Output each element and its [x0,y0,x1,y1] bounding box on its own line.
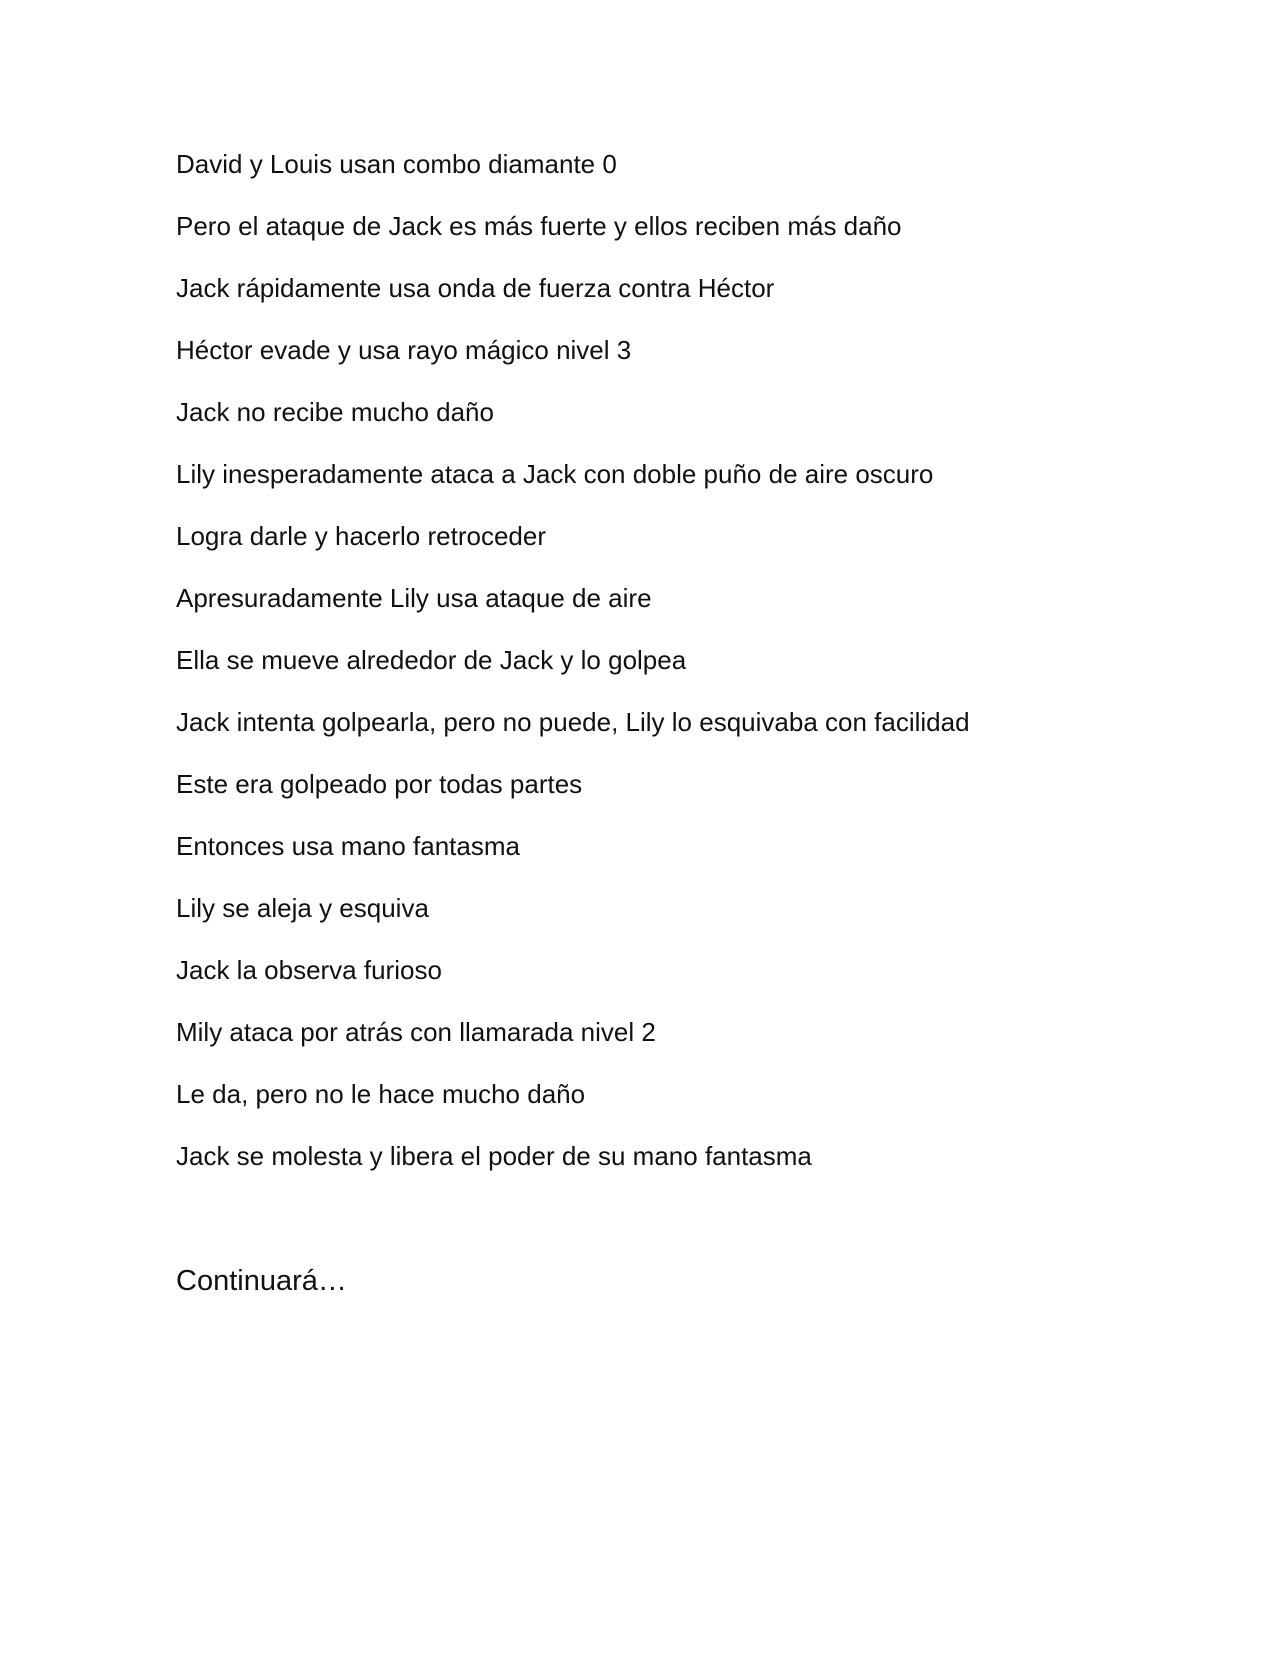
text-line: Héctor evade y usa rayo mágico nivel 3 [176,335,632,365]
text-line: Jack intenta golpearla, pero no puede, Lily lo esquivaba con facilidad [176,707,970,737]
text-line: Mily ataca por atrás con llamarada nivel 2 [176,1017,656,1047]
text-line: Este era golpeado por todas partes [176,769,583,799]
text-line: David y Louis usan combo diamante 0 [176,149,617,179]
text-line: Jack no recibe mucho daño [176,397,494,427]
text-line: Jack rápidamente usa onda de fuerza contra Héctor [176,273,775,303]
text-line: Ella se mueve alrededor de Jack y lo golpea [176,645,687,675]
text-line: Le da, pero no le hace mucho daño [176,1079,586,1109]
text-line: Jack la observa furioso [176,955,442,985]
text-line: Pero el ataque de Jack es más fuerte y ellos reciben más daño [176,211,902,241]
text-line: Logra darle y hacerlo retroceder [176,521,546,551]
text-line: Jack se molesta y libera el poder de su mano fantasma [176,1141,812,1171]
text-line: Entonces usa mano fantasma [176,831,520,861]
text-line: Lily inesperadamente ataca a Jack con doble puño de aire oscuro [176,459,934,489]
paragraph-gap [176,1201,1176,1263]
document-body [176,147,1176,1299]
text-line: Lily se aleja y esquiva [176,893,429,923]
text-line: Apresuradamente Lily usa ataque de aire [176,583,652,613]
continuation-note: Continuará… [176,1265,347,1297]
